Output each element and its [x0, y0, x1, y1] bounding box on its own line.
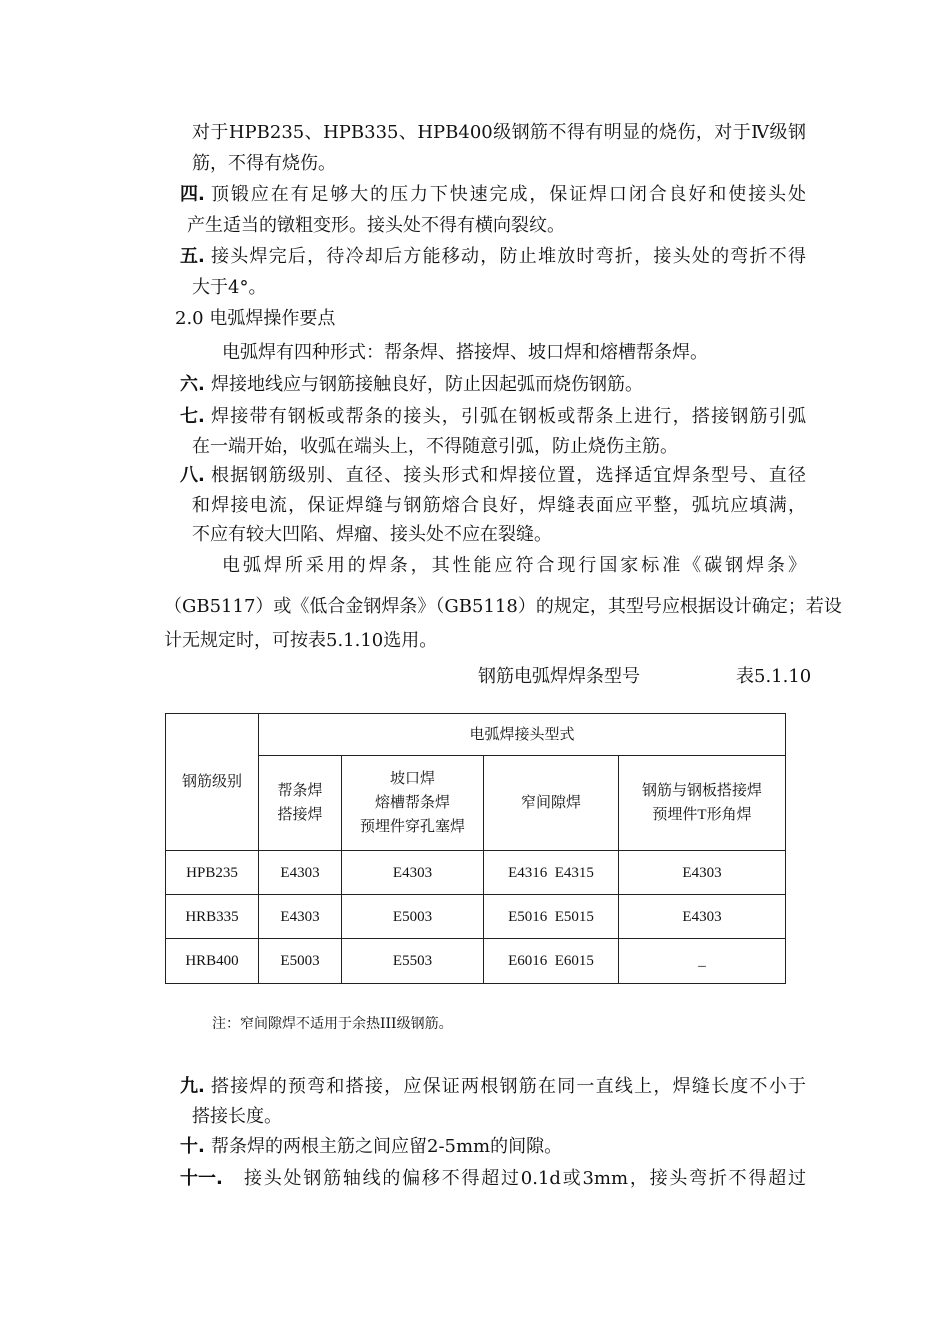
- item-11-line-1: 接头处钢筋轴线的偏移不得超过0.1d或3mm，接头弯折不得超过: [244, 1168, 806, 1189]
- cell-c4: E4303: [619, 851, 786, 895]
- header-col-3: 窄间隙焊: [484, 756, 619, 851]
- cell-c4: E4303: [619, 895, 786, 939]
- header-col-2: 坡口焊 熔槽帮条焊 预埋件穿孔塞焊: [342, 756, 484, 851]
- item-4-line-2: 产生适当的镦粗变形。接头处不得有横向裂纹。: [187, 215, 565, 236]
- table-row: [166, 851, 786, 895]
- item-4-number: 四.: [180, 184, 205, 205]
- cell-c1: E5003: [259, 939, 342, 984]
- item-5-number: 五.: [180, 246, 205, 267]
- cell-c2: E5503: [342, 939, 484, 984]
- item-9-number: 九.: [180, 1076, 205, 1097]
- item-5-line-1: 接头焊完后，待冷却后方能移动，防止堆放时弯折，接头处的弯折不得: [211, 246, 806, 267]
- standard-line-2: （GB5117）或《低合金钢焊条》（GB5118）的规定，其型号应根据设计确定；若设: [164, 596, 842, 617]
- cell-c3: E5016 E5015: [484, 895, 619, 939]
- electrode-table: [165, 713, 786, 984]
- standard-line-3: 计无规定时，可按表5.1.10选用。: [164, 630, 438, 651]
- section-heading: 2.0 电弧焊操作要点: [175, 308, 336, 329]
- cell-c4: _: [619, 939, 786, 984]
- item-6-number: 六.: [180, 374, 205, 395]
- item-5-line-2: 大于4°。: [192, 277, 267, 298]
- item-9-line-1: 搭接焊的预弯和搭接，应保证两根钢筋在同一直线上，焊缝长度不小于: [211, 1076, 806, 1097]
- header-grade: 钢筋级别: [166, 714, 259, 851]
- item-10-line-1: 帮条焊的两根主筋之间应留2-5mm的间隙。: [211, 1136, 563, 1157]
- cell-c2: E4303: [342, 851, 484, 895]
- item-8-line-2: 和焊接电流，保证焊缝与钢筋熔合良好，焊缝表面应平整，弧坑应填满，: [192, 495, 806, 516]
- item-11-number: 十一.: [180, 1168, 223, 1189]
- item-7-line-2: 在一端开始，收弧在端头上，不得随意引弧，防止烧伤主筋。: [192, 436, 678, 457]
- cell-c3: E6016 E6015: [484, 939, 619, 984]
- table-caption: 钢筋电弧焊焊条型号: [478, 666, 640, 687]
- cell-c1: E4303: [259, 851, 342, 895]
- cell-grade: HRB335: [166, 895, 259, 939]
- para-1-line-1: 对于HPB235、HPB335、HPB400级钢筋不得有明显的烧伤，对于Ⅳ级钢: [192, 122, 806, 143]
- table-row: [166, 939, 786, 984]
- cell-c2: E5003: [342, 895, 484, 939]
- item-6-line-1: 焊接地线应与钢筋接触良好，防止因起弧而烧伤钢筋。: [211, 374, 643, 395]
- table-number: 表5.1.10: [736, 666, 812, 687]
- table-note: 注：窄间隙焊不适用于余热III级钢筋。: [212, 1016, 453, 1032]
- cell-grade: HRB400: [166, 939, 259, 984]
- cell-c3: E4316 E4315: [484, 851, 619, 895]
- header-joint-types: 电弧焊接头型式: [259, 714, 786, 756]
- header-col-1: 帮条焊 搭接焊: [259, 756, 342, 851]
- item-10-number: 十.: [180, 1136, 205, 1157]
- item-8-number: 八.: [180, 465, 205, 486]
- para-1-line-2: 筋，不得有烧伤。: [192, 153, 336, 174]
- intro-text: 电弧焊有四种形式：帮条焊、搭接焊、坡口焊和熔槽帮条焊。: [222, 342, 708, 363]
- cell-c1: E4303: [259, 895, 342, 939]
- standard-line-1: 电弧焊所采用的焊条，其性能应符合现行国家标准《碳钢焊条》: [222, 555, 806, 576]
- header-col-4: 钢筋与钢板搭接焊 预埋件T形角焊: [619, 756, 786, 851]
- item-8-line-3: 不应有较大凹陷、焊瘤、接头处不应在裂缝。: [192, 524, 552, 545]
- item-4-line-1: 顶锻应在有足够大的压力下快速完成，保证焊口闭合良好和使接头处: [211, 184, 806, 205]
- item-7-line-1: 焊接带有钢板或帮条的接头，引弧在钢板或帮条上进行，搭接钢筋引弧: [211, 406, 806, 427]
- item-9-line-2: 搭接长度。: [192, 1106, 282, 1127]
- item-7-number: 七.: [180, 406, 205, 427]
- item-8-line-1: 根据钢筋级别、直径、接头形式和焊接位置，选择适宜焊条型号、直径: [211, 465, 806, 486]
- cell-grade: HPB235: [166, 851, 259, 895]
- table-row: [166, 895, 786, 939]
